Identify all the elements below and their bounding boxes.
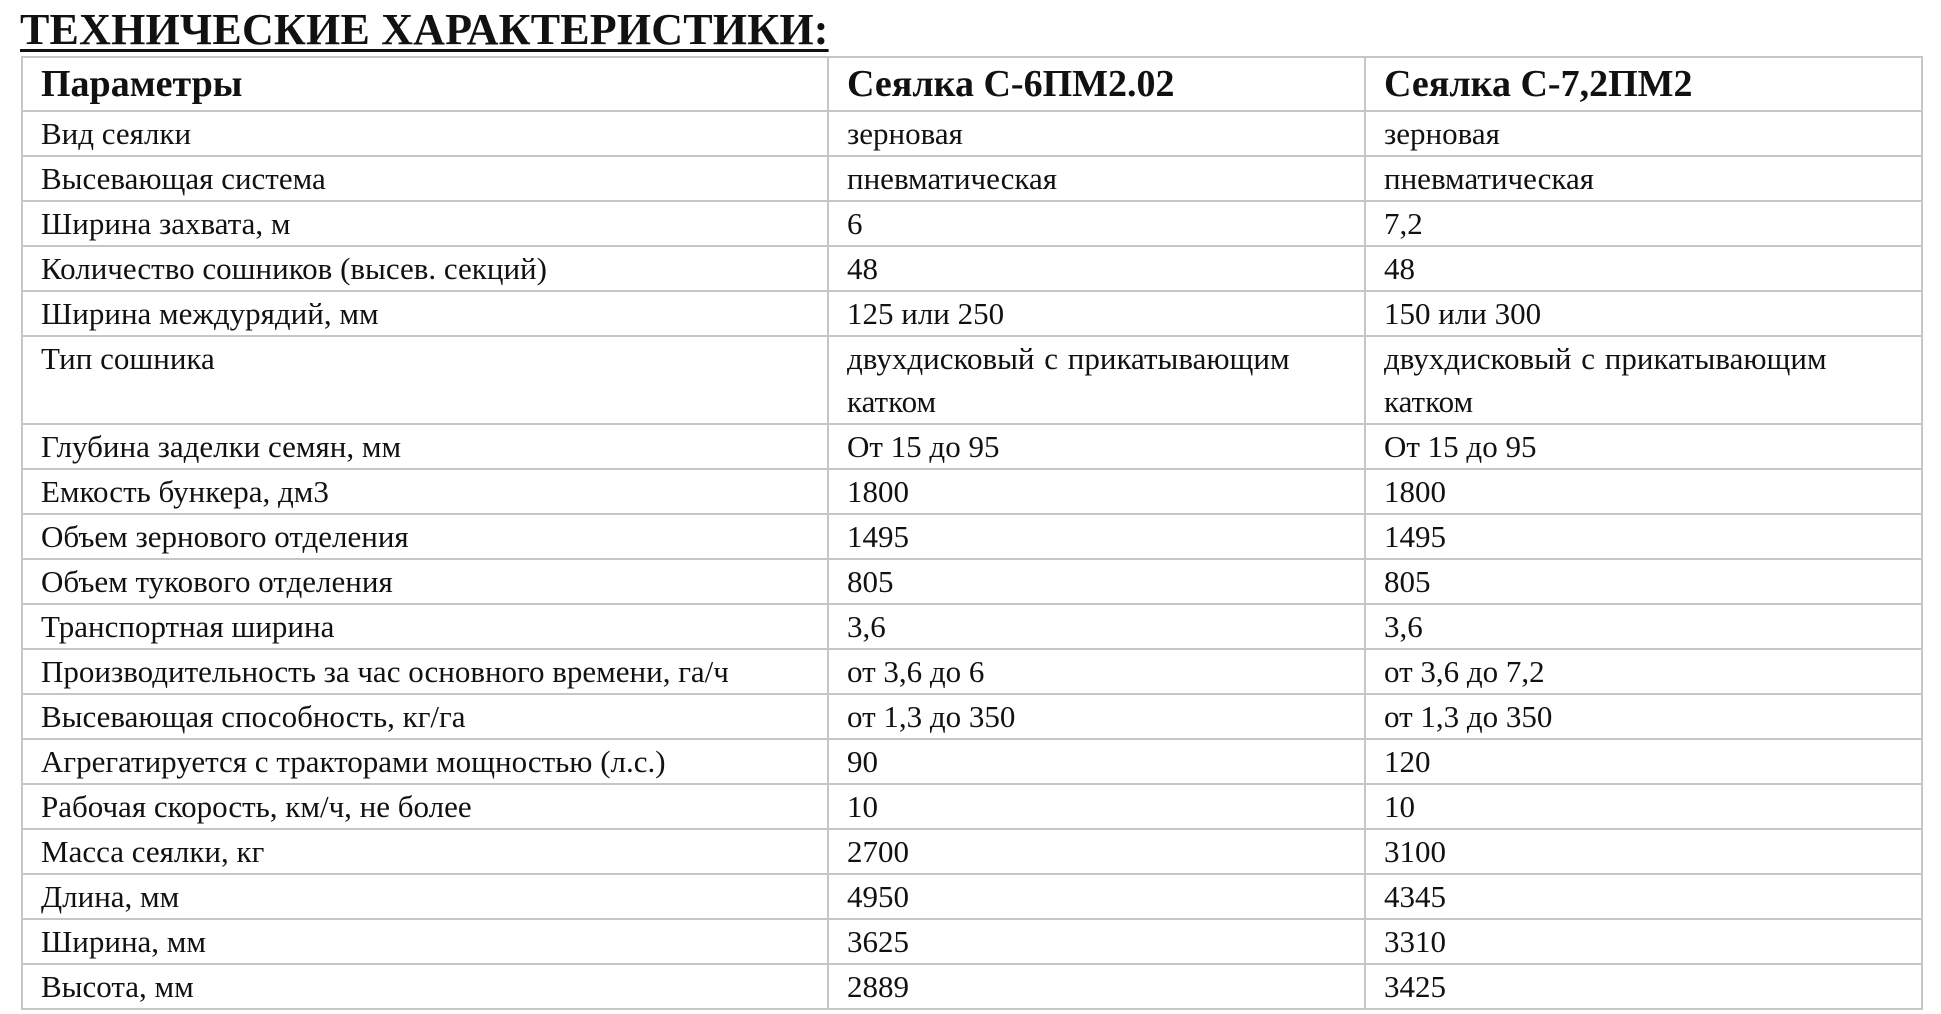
value-cell: 3310 [1365, 919, 1922, 964]
header-seeder-c72pm2: Сеялка С-7,2ПМ2 [1365, 57, 1922, 111]
table-row [22, 784, 1922, 829]
specifications-table [21, 56, 1923, 1010]
table-row [22, 514, 1922, 559]
param-cell: Транспортная ширина [22, 604, 828, 649]
table-row [22, 829, 1922, 874]
value-cell: пневматическая [828, 156, 1365, 201]
table-row [22, 739, 1922, 784]
table-row [22, 156, 1922, 201]
param-cell: Высота, мм [22, 964, 828, 1009]
table-row [22, 559, 1922, 604]
value-cell: 150 или 300 [1365, 291, 1922, 336]
table-row [22, 919, 1922, 964]
table-row [22, 469, 1922, 514]
param-cell: Объем тукового отделения [22, 559, 828, 604]
value-cell: 10 [1365, 784, 1922, 829]
param-cell: Ширина, мм [22, 919, 828, 964]
value-cell: от 1,3 до 350 [828, 694, 1365, 739]
value-cell: 4950 [828, 874, 1365, 919]
value-cell: 1800 [828, 469, 1365, 514]
value-cell: 3425 [1365, 964, 1922, 1009]
param-cell: Агрегатируется с тракторами мощностью (л.с.) [22, 739, 828, 784]
param-cell: Объем зернового отделения [22, 514, 828, 559]
table-row [22, 336, 1922, 424]
value-cell: 7,2 [1365, 201, 1922, 246]
value-cell: двухдисковый с прикатывающим катком [1365, 336, 1922, 424]
value-cell: 805 [828, 559, 1365, 604]
param-cell: Тип сошника [22, 336, 828, 424]
value-cell: зерновая [1365, 111, 1922, 156]
value-cell: 1495 [828, 514, 1365, 559]
value-cell: От 15 до 95 [1365, 424, 1922, 469]
param-cell: Ширина междурядий, мм [22, 291, 828, 336]
value-cell: 805 [1365, 559, 1922, 604]
param-cell: Высевающая способность, кг/га [22, 694, 828, 739]
value-cell: от 3,6 до 7,2 [1365, 649, 1922, 694]
param-cell: Производительность за час основного времени, га/ч [22, 649, 828, 694]
table-row [22, 694, 1922, 739]
value-cell: 6 [828, 201, 1365, 246]
value-cell: зерновая [828, 111, 1365, 156]
value-cell: 90 [828, 739, 1365, 784]
value-cell: от 1,3 до 350 [1365, 694, 1922, 739]
value-cell: 120 [1365, 739, 1922, 784]
value-cell: 2889 [828, 964, 1365, 1009]
value-cell: 2700 [828, 829, 1365, 874]
value-cell: 48 [828, 246, 1365, 291]
value-cell: 4345 [1365, 874, 1922, 919]
param-cell: Рабочая скорость, км/ч, не более [22, 784, 828, 829]
header-seeder-c6pm2: Сеялка С-6ПМ2.02 [828, 57, 1365, 111]
param-cell: Длина, мм [22, 874, 828, 919]
param-cell: Количество сошников (высев. секций) [22, 246, 828, 291]
table-row [22, 604, 1922, 649]
param-cell: Ширина захвата, м [22, 201, 828, 246]
param-cell: Глубина заделки семян, мм [22, 424, 828, 469]
value-cell: пневматическая [1365, 156, 1922, 201]
table-row [22, 649, 1922, 694]
table-row [22, 201, 1922, 246]
table-row [22, 246, 1922, 291]
table-row [22, 111, 1922, 156]
value-cell: От 15 до 95 [828, 424, 1365, 469]
header-parameters: Параметры [22, 57, 828, 111]
value-cell: от 3,6 до 6 [828, 649, 1365, 694]
value-cell: 1800 [1365, 469, 1922, 514]
value-cell: 3625 [828, 919, 1365, 964]
table-header-row [22, 57, 1922, 111]
param-cell: Емкость бункера, дм3 [22, 469, 828, 514]
table-row [22, 291, 1922, 336]
table-row [22, 424, 1922, 469]
value-cell: 10 [828, 784, 1365, 829]
value-cell: 48 [1365, 246, 1922, 291]
table-row [22, 964, 1922, 1009]
param-cell: Вид сеялки [22, 111, 828, 156]
value-cell: 3,6 [1365, 604, 1922, 649]
document-title: ТЕХНИЧЕСКИЕ ХАРАКТЕРИСТИКИ: [20, 5, 829, 54]
table-row [22, 874, 1922, 919]
value-cell: 125 или 250 [828, 291, 1365, 336]
value-cell: 3,6 [828, 604, 1365, 649]
param-cell: Высевающая система [22, 156, 828, 201]
value-cell: двухдисковый с прикатывающим катком [828, 336, 1365, 424]
value-cell: 1495 [1365, 514, 1922, 559]
value-cell: 3100 [1365, 829, 1922, 874]
param-cell: Масса сеялки, кг [22, 829, 828, 874]
